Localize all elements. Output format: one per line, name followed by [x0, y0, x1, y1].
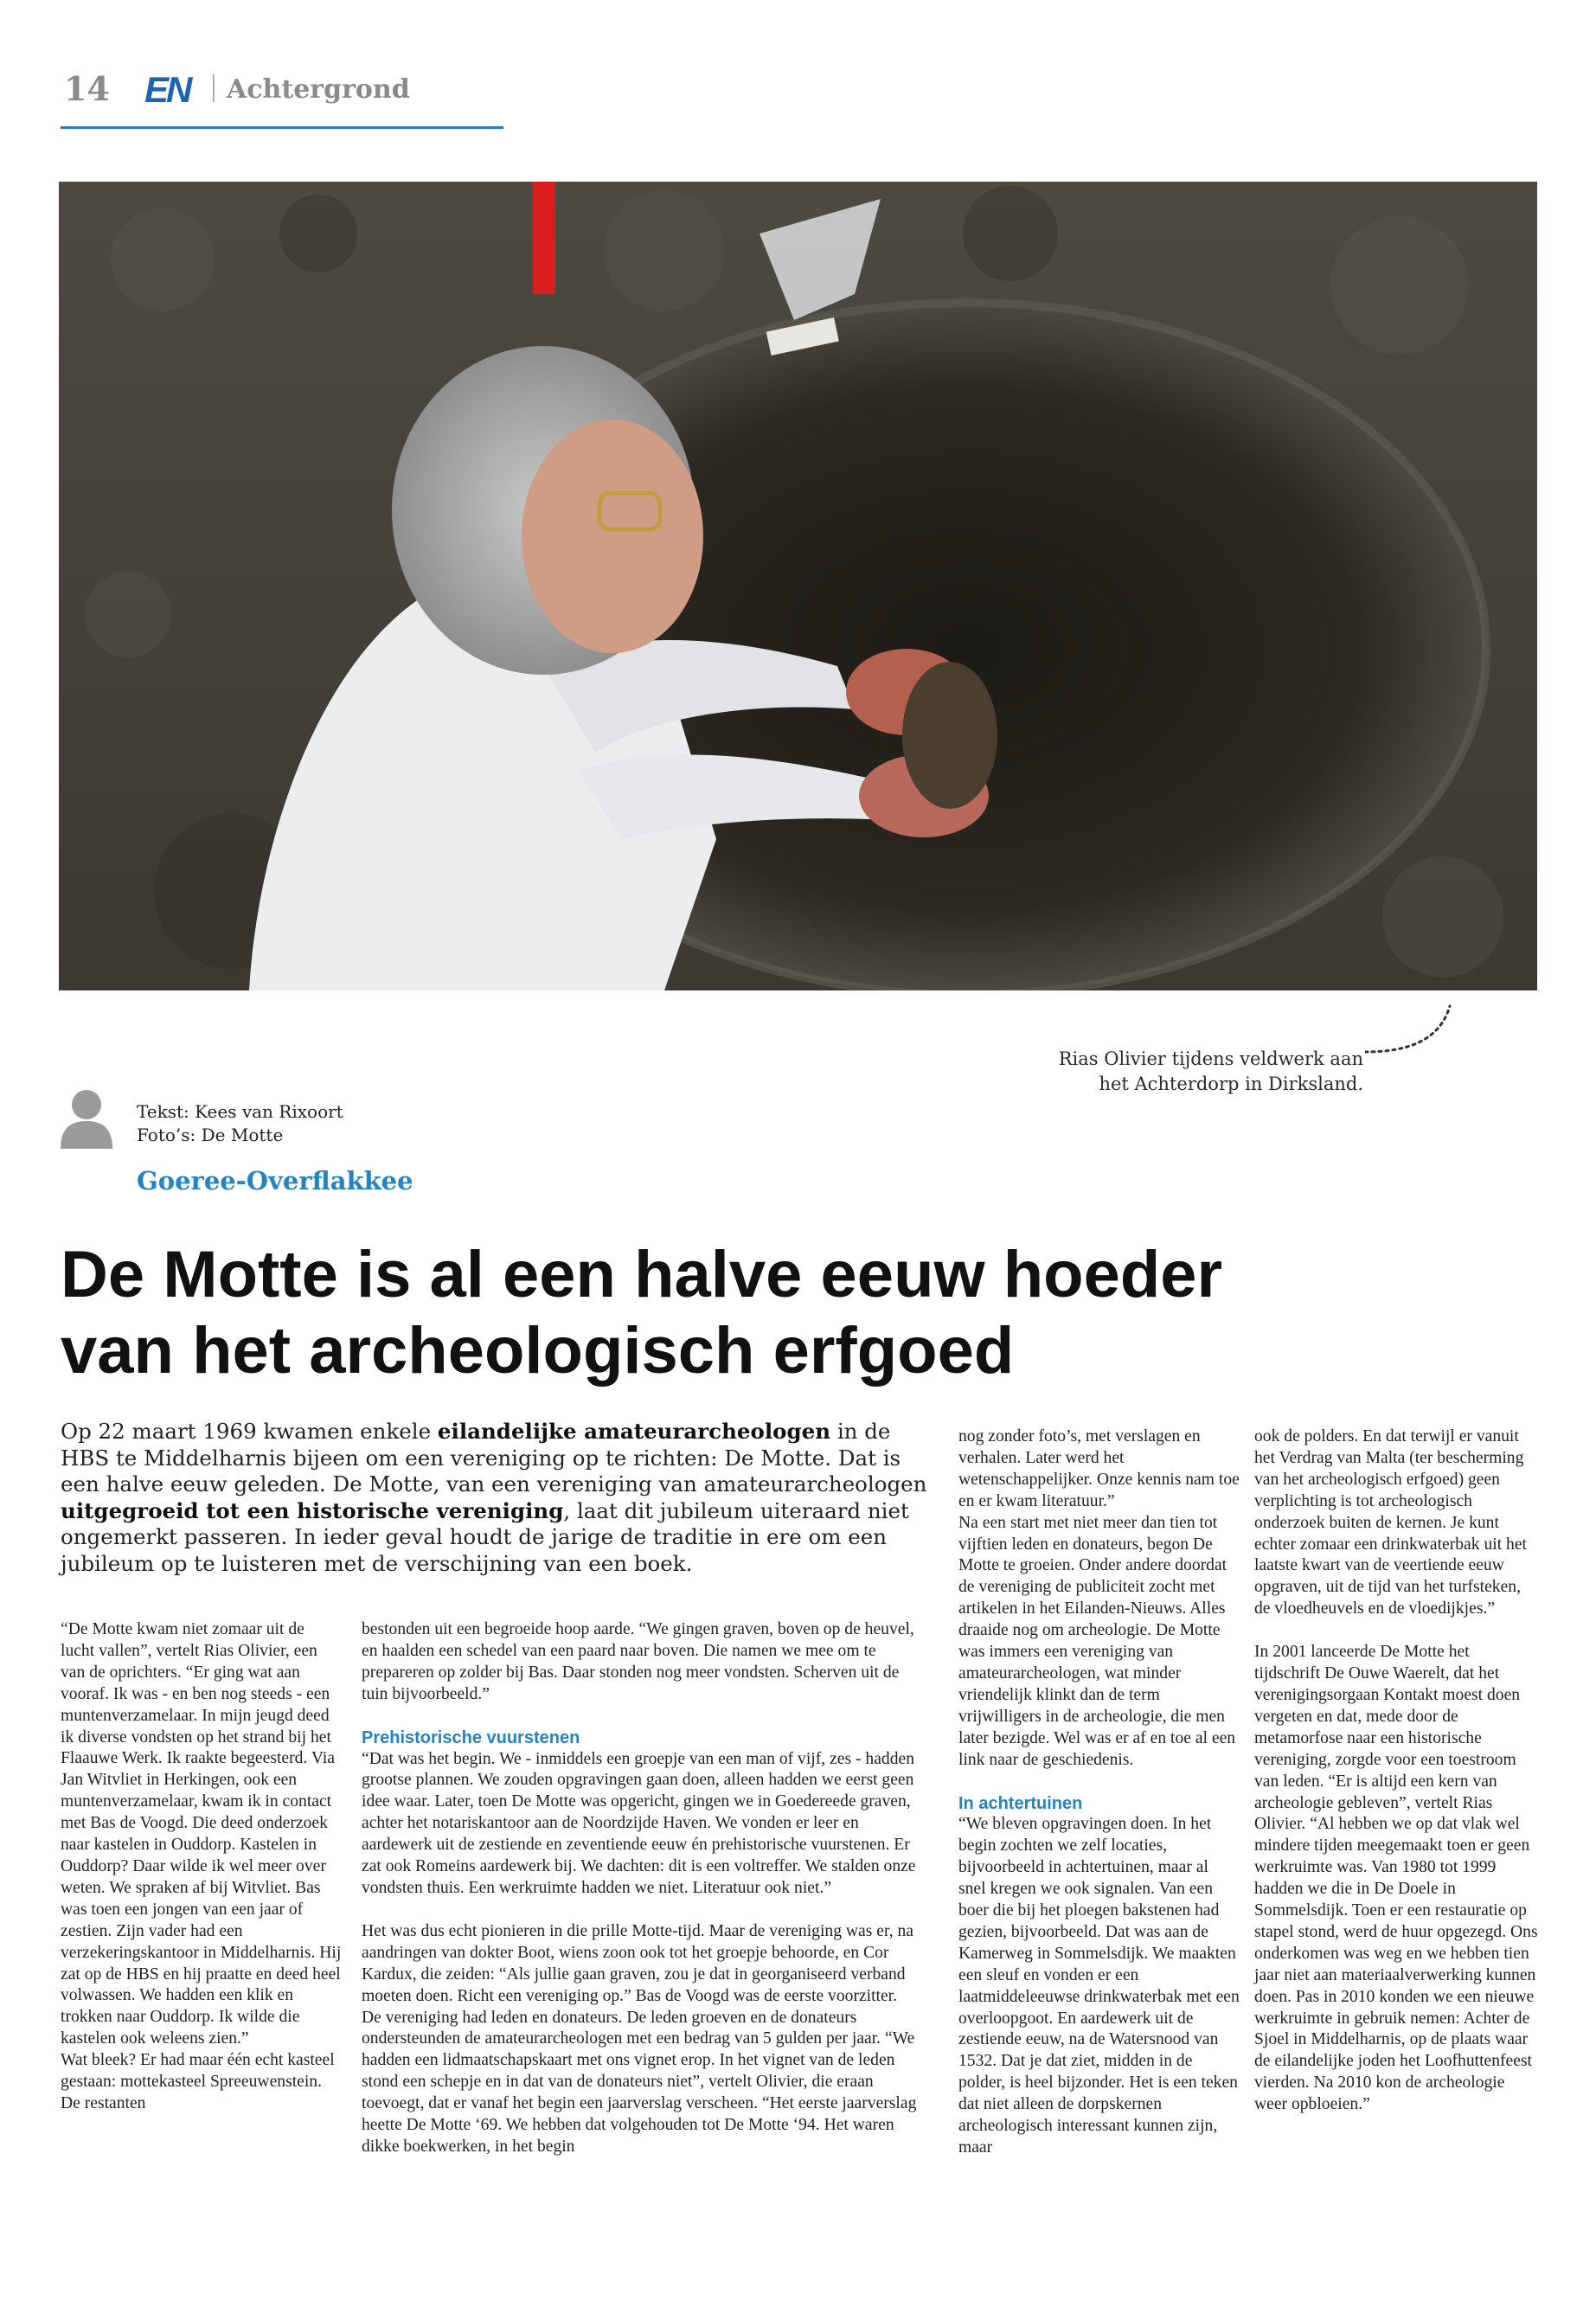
body-paragraph: “De Motte kwam niet zomaar uit de lucht vallen”, vertelt Rias Olivier, een van de oprichters. “Er ging wat aan vooraf. Ik was - en ben nog steeds - een muntenverzamelaar. In mijn jeugd deed ik diverse vondsten op het strand bij het Flaauwe Werk. Ik raakte begeesterd. Via Jan Witvliet in Herkingen, ook een muntenverzamelaar, kwam ik in contact met Bas de Voogd. Die deed onderzoek naar kastelen in Ouddorp. Kastelen in Ouddorp? Daar wilde ik wel meer over weten. We spraken af bij Witvliet. Bas was toen een jongen van een jaar of zestien. Zijn vader had een verzekeringskantoor in Middelharnis. Hij zat op de HBS en hij praatte en deed heel volwassen. We hadden een klik en trokken naar Ouddorp. Ik wilde die kastelen ook weleens zien.” — [61, 1620, 342, 2048]
photo-caption — [960, 1047, 1363, 1097]
body-paragraph: bestonden uit een begroeide hoop aarde. “We gingen graven, boven op de heuvel, en haalden een schedel van een paard naar boven. Die namen we mee om te prepareren op zolder bij Bas. Daar stonden nog meer vondsten. Scherven uit de tuin bijvoorbeeld.” — [362, 1620, 914, 1703]
body-column-4 — [1254, 1426, 1538, 2116]
body-paragraph: ook de polders. En dat terwijl er vanuit het Verdrag van Malta (ter bescherming van het archeologisch erfgoed) geen verplichting is tot archeologisch onderzoek buiten de kernen. Je kunt echter zomaar een drinkwaterbak uit het laatste kwart van de veertiende eeuw opgraven, uit de tijd van het turfsteken, de vloedheuvels en de vloedijkjes.” — [1254, 1427, 1527, 1618]
paragraph-spacer — [1254, 1620, 1538, 1642]
intro-paragraph — [61, 1419, 930, 1577]
body-paragraph: Na een start met niet meer dan tien tot vijftien leden en donateurs, begon De Motte te groeien. Onder andere doordat de vereniging de publiciteit zocht met artikelen in het Eilanden-Nieuws. Alles draaide nog om archeologie. De Motte was immers een vereniging van amateurarcheologen, wat minder vriendelijk klinkt dan de term vrijwilligers in de archeologie, die men later bezigde. Wel was er af en toe al een link naar de geschiedenis. — [958, 1513, 1236, 1769]
caption-line: Rias Olivier tijdens veldwerk aan — [1058, 1048, 1363, 1069]
subheading: Prehistorische vuurstenen — [362, 1727, 580, 1747]
byline — [137, 1100, 343, 1147]
paragraph-spacer — [362, 1900, 929, 1921]
red-marker-pole — [533, 182, 555, 294]
intro-text: , laat dit jubileum uiteraard niet ongemerkt passeren. In ieder geval houdt de jarige de traditie in ere om een jubileum op te luisteren met de verschijning van een boek. — [61, 1497, 909, 1576]
caption-pointer-icon — [1365, 1002, 1469, 1062]
photo-illustration — [59, 182, 1537, 990]
body-paragraph: Wat bleek? Er had maar één echt kasteel gestaan: mottekasteel Spreeuwenstein. De restanten — [61, 2051, 335, 2112]
body-column-1 — [61, 1619, 342, 2115]
section-label: Achtergrond — [227, 74, 410, 105]
headline-line: De Motte is al een halve eeuw hoeder — [61, 1238, 1223, 1311]
paragraph-spacer — [958, 1772, 1240, 1793]
body-paragraph: “Dat was het begin. We - inmiddels een groepje van een man of vijf, zes - hadden grootse plannen. We zouden opgravingen gaan doen, alleen hadden we eerst geen idee waar. Later, toen De Motte was opgericht, gingen we in Goedereede graven, achter het notariskantoor aan de Noordzijde Haven. We vonden er leer en aardewerk uit de zestiende en zeventiende eeuw én prehistorische vuurstenen. Er zat ook Romeins aardewerk bij. We dachten: dit is een voltreffer. We stalden onze vondsten thuis. Een werkruimte hadden we niet. Literatuur ook niet.” — [362, 1749, 916, 1897]
archaeology-photo — [59, 182, 1537, 990]
headline — [61, 1237, 1531, 1389]
intro-text: Op 22 maart 1969 kwamen enkele — [61, 1419, 438, 1444]
subheading: In achtertuinen — [958, 1793, 1083, 1813]
header-rule — [61, 126, 503, 129]
pottery-find — [902, 662, 997, 809]
paragraph-spacer — [362, 1706, 929, 1727]
intro-text: in de HBS te Middelharnis bijeen om een vereniging op te richten: De Motte. Dat is een halve eeuw geleden. De Motte, van een vereniging van amateurarcheologen — [61, 1419, 927, 1497]
body-paragraph: nog zonder foto’s, met verslagen en verhalen. Later werd het wetenschappelijker. Onze kennis nam toe en er kwam literatuur.” — [958, 1427, 1240, 1510]
face — [522, 420, 703, 653]
caption-line: het Achterdorp in Dirksland. — [1099, 1074, 1363, 1094]
region-label: Goeree-Overflakkee — [137, 1166, 413, 1195]
body-paragraph: De vereniging had leden en donateurs. De leden groeven en de donateurs ondersteunden de amateurarcheologen met een bedrag van 5 gulden per jaar. “We hadden een lidmaatschapskaart met ons vignet erop. In het vignet van de leden stond een schepje en in dat van de donateurs niet”, vertelt Olivier, die eraan toevoegt, dat er vanaf het begin een jaarverslag verscheen. “Het eerste jaarverslag heette De Motte ‘69. We hebben dat volgehouden tot De Motte ‘94. Het waren dikke boekwerken, in het begin — [362, 2008, 917, 2156]
body-paragraph: Het was dus echt pionieren in die prille Motte-tijd. Maar de vereniging was er, na aandringen van dokter Boot, wiens zoon ook tot het groepje behoorde, en Cor Kardux, die zeiden: “Als jullie gaan graven, zou je dat in georganiseerd verband moeten doen. Richt een vereniging op.” Bas de Voogd was de eerste voorzitter. — [362, 1921, 913, 2005]
page-number: 14 — [64, 69, 110, 108]
photo-credit: Foto’s: De Motte — [137, 1125, 284, 1145]
intro-bold: uitgegroeid tot een historische vereniging — [61, 1497, 564, 1523]
header-separator — [213, 74, 215, 102]
body-paragraph: “We bleven opgravingen doen. In het begin zochten we zelf locaties, bijvoorbeeld in achtertuinen, maar al snel kregen we ook signalen. Van een boer die bij het ploegen bakstenen had gezien, bijvoorbeeld. Dat was aan de Kamerweg in Sommelsdijk. We maakten een sleuf en vonden er een laatmiddeleeuwse drinkwaterbak met een overloopgoot. En aardewerk uit de zestiende eeuw, na de Watersnood van 1532. Dat je dat ziet, midden in de polder, is heel bijzonder. Het is een teken dat niet alleen de dorpskernen archeologisch interessant kunnen zijn, maar — [958, 1815, 1240, 2157]
headline-line: van het archeologisch erfgoed — [61, 1314, 1015, 1388]
author-credit: Tekst: Kees van Rixoort — [137, 1101, 343, 1122]
publication-logo: EN — [144, 69, 190, 110]
person-silhouette-icon — [61, 1088, 112, 1149]
body-column-3 — [958, 1426, 1240, 2159]
body-paragraph: In 2001 lanceerde De Motte het tijdschrift De Ouwe Waerelt, dat het verenigingsorgaan Kontakt moest doen vergeten en dat, mede door de metamorfose naar een historische vereniging, zorgde voor een toestroom van leden. “Er is altijd een kern van archeologie gebleven”, vertelt Rias Olivier. “Al hebben we op dat vlak wel mindere tijden meegemaakt toen er geen werkruimte was. Van 1980 tot 1999 hadden we die in De Doele in Sommelsdijk. Toen er een restauratie op stapel stond, werd de huur opgezegd. Ons onderkomen was weg en we hebben tien jaar niet aan materiaalverwerking kunnen doen. Pas in 2010 konden we een nieuwe werkruimte in gebruik nemen: Achter de Sjoel in Middelharnis, op de plaats waar de eilandelijke joden het Loofhuttenfeest vierden. Na 2010 kon de archeologie weer opbloeien.” — [1254, 1643, 1538, 2114]
intro-bold: eilandelijke amateurarcheologen — [437, 1419, 831, 1444]
body-column-2 — [362, 1619, 929, 2158]
